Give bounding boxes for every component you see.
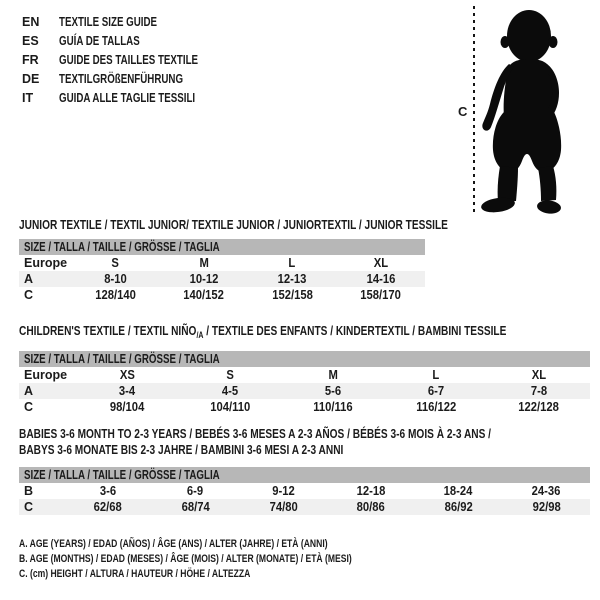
size-header-label: SIZE / TALLA / TAILLE / GRÖSSE / TAGLIA — [24, 468, 220, 482]
value-cell: 68/74 — [152, 499, 240, 515]
lang-row-it — [22, 89, 237, 108]
value-cell: 158/170 — [360, 288, 402, 302]
size-cell: XL — [531, 368, 546, 382]
value-cell: 116/122 — [415, 400, 456, 414]
toddler-figure — [450, 0, 600, 220]
footnote-list — [19, 537, 446, 582]
value-cell: 80/86 — [327, 499, 415, 515]
baby-silhouette — [450, 0, 600, 220]
table-row — [19, 499, 590, 515]
size-cell: M — [199, 256, 209, 270]
lang-row-fr — [22, 51, 237, 70]
table-header-bar — [19, 467, 590, 483]
footnote-b: B. AGE (MONTHS) / EDAD (MESES) / ÂGE (MOIS) / ALTER (MONATE) / ETÀ (MESI) — [19, 553, 352, 565]
lang-code: DE — [22, 72, 40, 86]
value-cell: 4-5 — [179, 383, 282, 399]
babies-title-line1: BABIES 3-6 MONTH TO 2-3 YEARS / BEBÉS 3-6 MESES A 2-3 AÑOS / BÉBÉS 3-6 MOIS À 2-3 ANS / — [19, 426, 491, 441]
table-row — [19, 483, 590, 499]
table-row — [19, 399, 590, 415]
value-cell: 5-6 — [282, 383, 385, 399]
junior-title-text: JUNIOR TEXTILE / TEXTIL JUNIOR/ TEXTILE JUNIOR / JUNIORTEXTIL / JUNIOR TESSILE — [19, 217, 448, 232]
value-cell: 9-12 — [271, 484, 295, 498]
children-title-text: CHILDREN'S TEXTILE / TEXTIL $NIÑO_{/A}$ / TEXTILE DES ENFANTS / KINDERTEXTIL / BAMBINI TESSILE — [19, 323, 507, 340]
size-cell: M — [328, 368, 338, 382]
table-row — [19, 367, 590, 383]
row-label: A — [19, 271, 71, 287]
lang-title: GUÍA DE TALLAS — [59, 34, 140, 48]
table-row — [19, 287, 425, 303]
value-cell: 140/152 — [183, 288, 225, 302]
row-label: C — [24, 288, 34, 302]
size-cell: S — [226, 368, 234, 382]
value-cell: 3-6 — [99, 484, 116, 498]
lang-row-en — [22, 13, 237, 32]
value-cell: 128/140 — [94, 288, 136, 302]
row-label: A — [19, 383, 76, 399]
value-cell: 14-16 — [337, 271, 426, 287]
size-header-label: SIZE / TALLA / TAILLE / GRÖSSE / TAGLIA — [24, 352, 220, 366]
lang-title: TEXTILGRÖßENFÜHRUNG — [59, 72, 184, 86]
children-section-title — [19, 323, 600, 340]
row-label: C — [24, 400, 34, 414]
value-cell: 122/128 — [518, 400, 559, 414]
value-cell: 6-9 — [187, 484, 204, 498]
value-cell: 10-12 — [160, 271, 249, 287]
babies-size-table — [19, 467, 590, 515]
size-cell: S — [111, 256, 120, 270]
size-cell: XL — [373, 256, 388, 270]
lang-code: IT — [22, 91, 34, 105]
value-cell: 92/98 — [502, 499, 590, 515]
table-row — [19, 255, 425, 271]
value-cell: 6-7 — [384, 383, 487, 399]
value-cell: 104/110 — [210, 400, 251, 414]
value-cell: 18-24 — [444, 484, 473, 498]
row-label: Europe — [24, 256, 68, 270]
size-cell: L — [288, 256, 296, 270]
value-cell: 7-8 — [487, 383, 590, 399]
value-cell: 152/158 — [271, 288, 313, 302]
lang-code: EN — [22, 15, 40, 29]
lang-code: ES — [22, 34, 39, 48]
table-header-bar — [19, 239, 425, 255]
value-cell: 74/80 — [239, 499, 327, 515]
value-cell: 110/116 — [313, 400, 353, 414]
value-cell: 12-13 — [248, 271, 337, 287]
height-marker-label: C — [458, 104, 468, 119]
table-row — [19, 383, 590, 399]
lang-title: TEXTILE SIZE GUIDE — [59, 15, 158, 29]
lang-row-de — [22, 70, 237, 89]
value-cell: 98/104 — [110, 400, 145, 414]
lang-row-es — [22, 32, 237, 51]
size-cell: L — [432, 368, 440, 382]
value-cell: 86/92 — [415, 499, 503, 515]
value-cell: 12-18 — [356, 484, 386, 498]
row-label: C — [19, 499, 64, 515]
language-title-list — [22, 13, 237, 108]
size-header-label: SIZE / TALLA / TAILLE / GRÖSSE / TAGLIA — [24, 240, 220, 254]
lang-title: GUIDA ALLE TAGLIE TESSILI — [59, 91, 196, 105]
value-cell: 62/68 — [64, 499, 152, 515]
babies-title-line2: BABYS 3-6 MONATE BIS 2-3 JAHRE / BAMBINI 3-6 MESI A 2-3 ANNI — [19, 441, 344, 457]
table-header-bar — [19, 351, 590, 367]
table-row — [19, 271, 425, 287]
footnote-c: C. (cm) HEIGHT / ALTURA / HAUTEUR / HÖHE / ALTEZZA — [19, 568, 251, 580]
lang-title: GUIDE DES TAILLES TEXTILE — [59, 53, 199, 67]
junior-size-table — [19, 239, 425, 303]
value-cell: 8-10 — [71, 271, 160, 287]
babies-section-title — [19, 426, 600, 457]
value-cell: 24-36 — [531, 484, 561, 498]
row-label: B — [24, 484, 34, 498]
footnote-a: A. AGE (YEARS) / EDAD (AÑOS) / ÂGE (ANS) / ALTER (JAHRE) / ETÀ (ANNI) — [19, 538, 328, 550]
size-cell: XS — [119, 368, 135, 382]
row-label: Europe — [24, 368, 68, 382]
junior-section-title — [19, 217, 569, 232]
value-cell: 3-4 — [76, 383, 179, 399]
baby-figure-shape — [480, 10, 561, 215]
title-subscript: /A — [196, 330, 204, 340]
lang-code: FR — [22, 53, 39, 67]
children-size-table — [19, 351, 590, 415]
